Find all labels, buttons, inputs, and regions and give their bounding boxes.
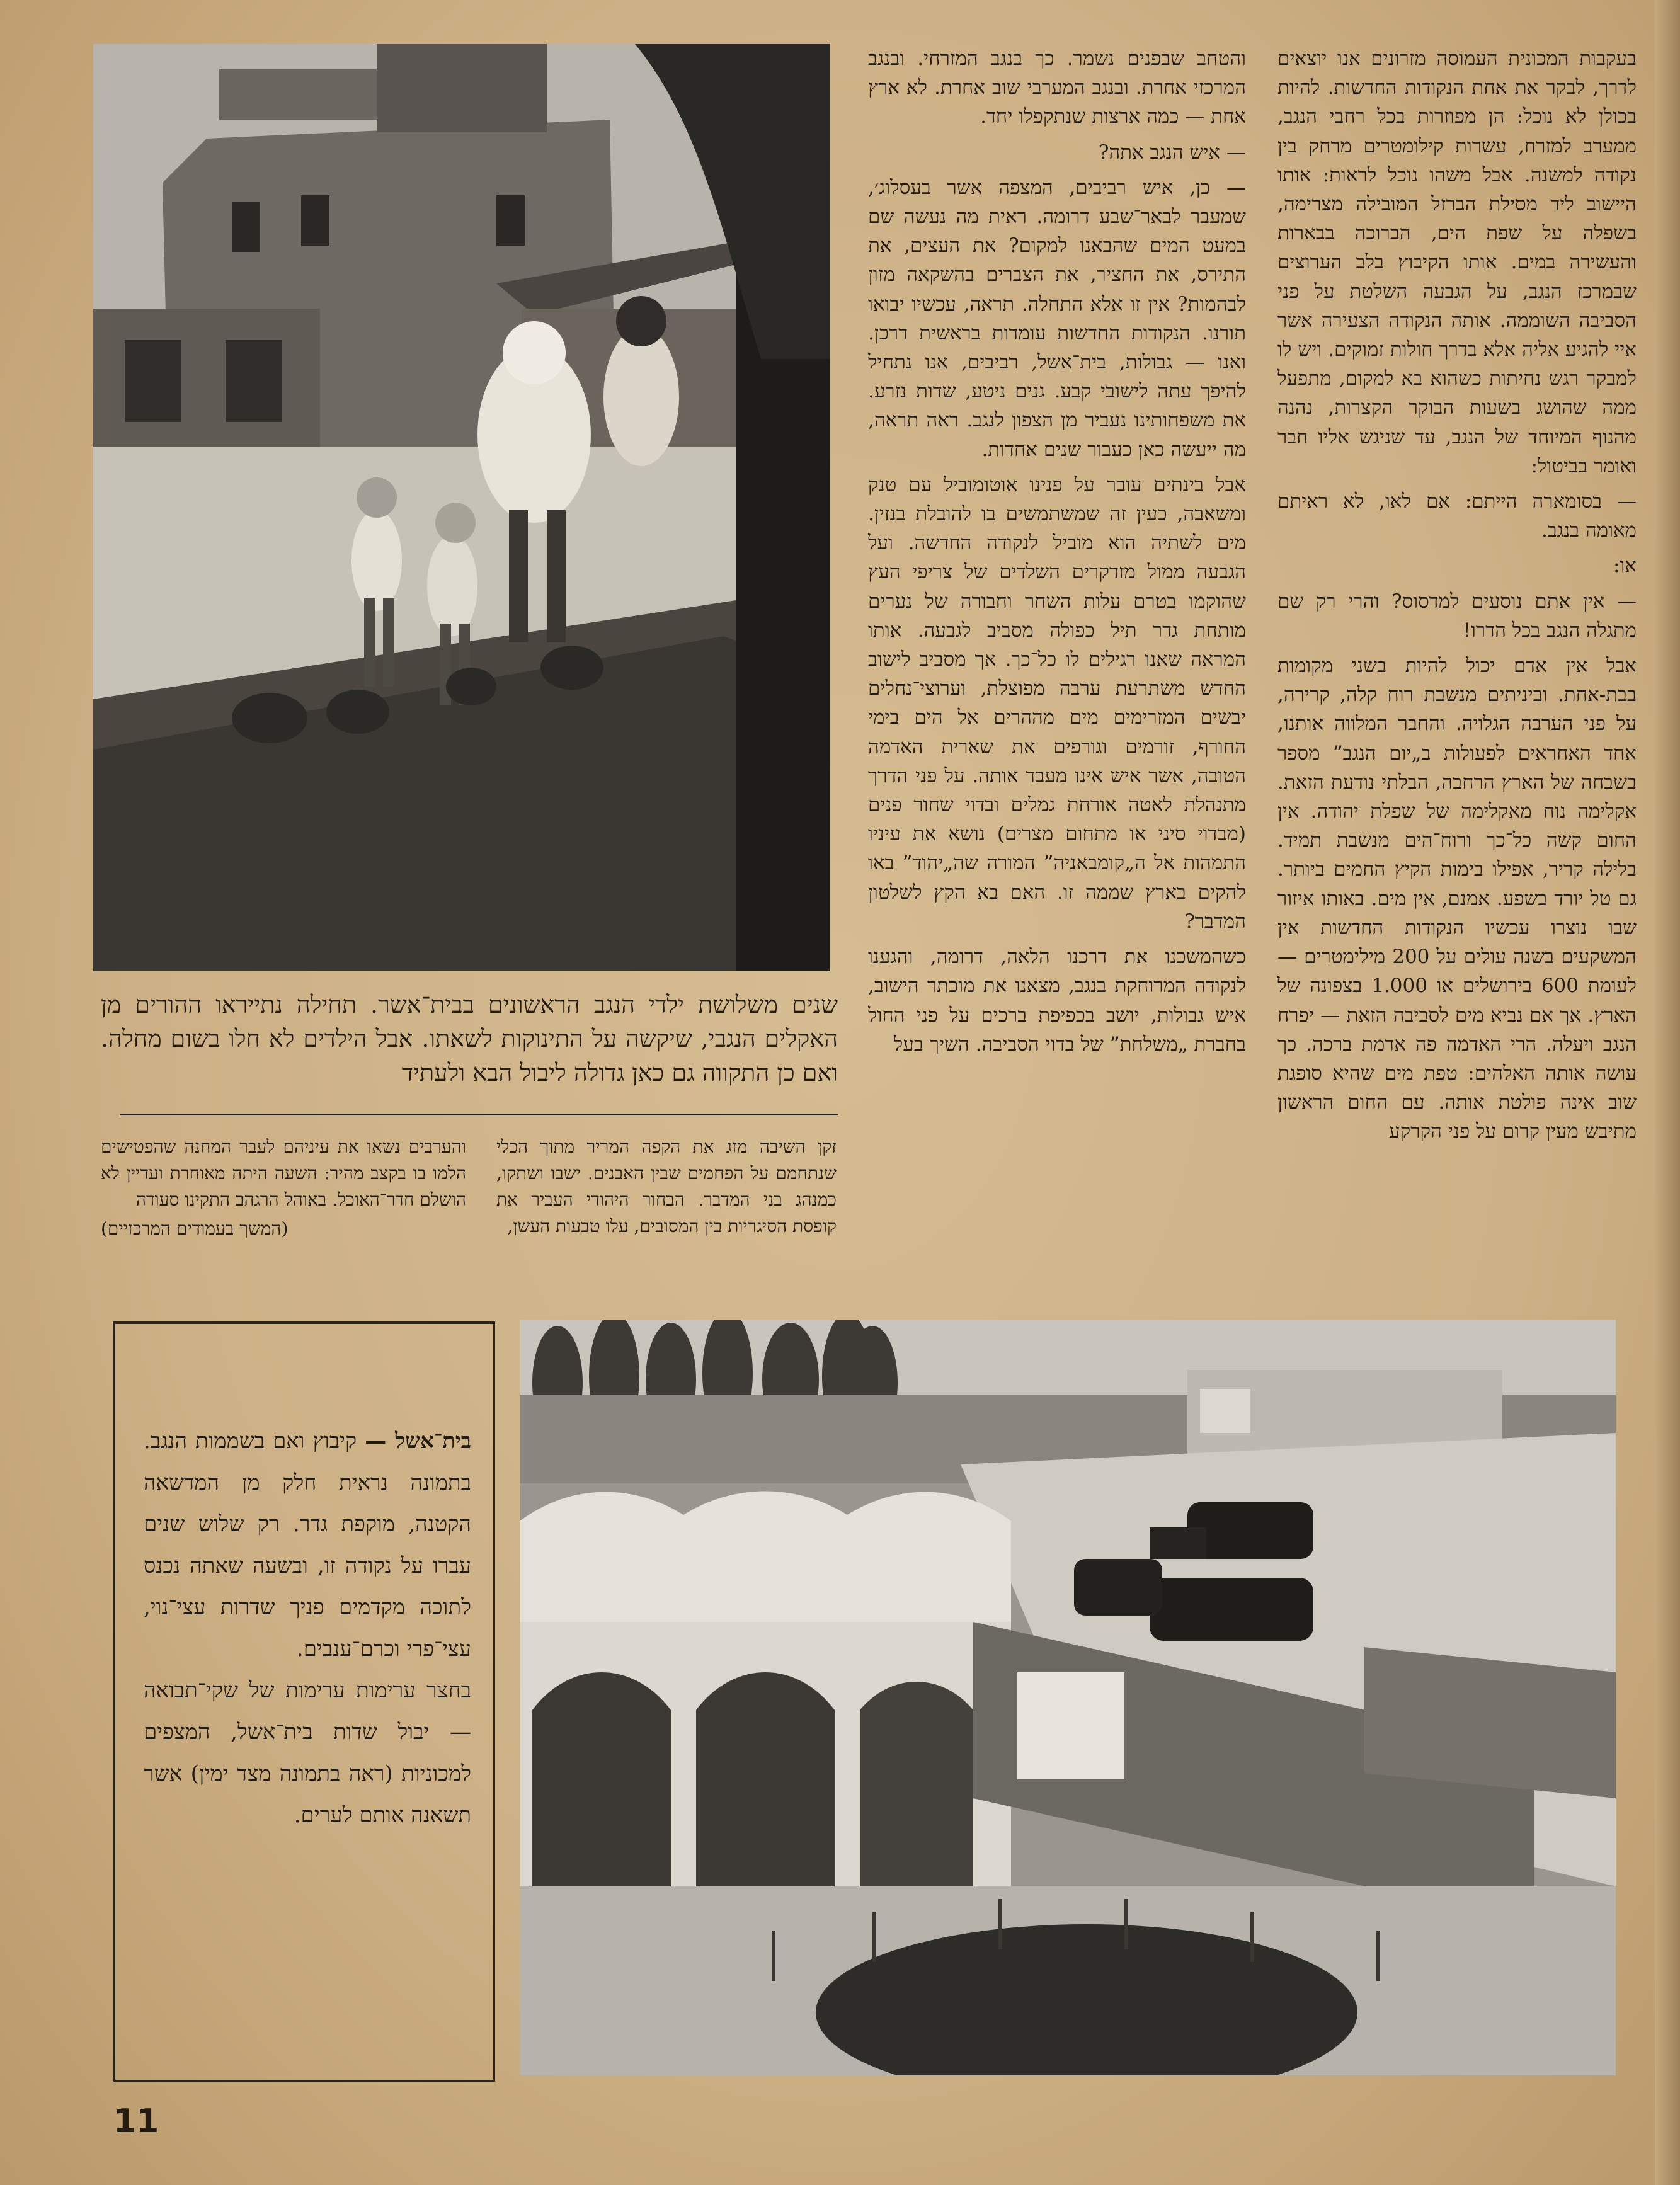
caption-divider <box>120 1114 838 1115</box>
paragraph: — בסומארה הייתם: אם לאו, לא ראיתם מאומה בנגב. <box>1277 490 1637 542</box>
paragraph: והטחב שבפנים נשמר. כך בנגב המזרחי. ובנגב המרכזי אחרת. ובנגב המערבי שוב אחרת. לא ארץ אחת — כמה ארצות שנתקפלו יחד. <box>868 47 1246 128</box>
paragraph: — איש הנגב אתה? <box>1098 140 1246 164</box>
continued-note: (המשך בעמודים המרכזיים) <box>101 1218 289 1239</box>
paragraph: בעקבות המכונית העמוסה מזרונים אנו יוצאים לדרך, לבקר את אחת הנקודות החדשות. להיות בכולן לא נוכל: הן מפוזרות בכל רחבי הנגב, ממערב למזרח, עשרות קילומטרים מרחק בין נקודה למשנה. אבל משהו נוכל לראות: אותו היישוב ליד מסילת הברזל המובילה מצרימה, בשפלה על שפת הים, הברוכה בבארות והעשירה במים. אותו הקיבוץ בלב הערוצים שבמרכז הנגב, על הגבעה השלטת על פני הסביבה השוממה. אותה הנקודה הצעירה אשר איי להגיע אליה אלא בדרך חולות זמוקים. ויש לו למבקר רגש נחיתות כשהוא בא למקום, מתפעל ממה שהושג בשעות הבוקר הקצרות, נהנה מהנוף המיוחד של הנגב, עד שניגש אליו חבר ואומר בביטול: <box>1277 47 1637 477</box>
caption-paragraph-2: בחצר ערימות ערימות של שקי־תבואה — יבול שדות בית־אשל, המצפים למכוניות (ראה בתמונה מצד ימין) אשר תשאנה אותם לערים. <box>144 1678 471 1828</box>
page-edge <box>1655 0 1680 2185</box>
photo-children-caption: שנים משלושת ילדי הנגב הראשונים בבית־אשר. תחילה נתייראו ההורים מן האקלים הנגבי, שיקשה על התינוקות לשאתו. אבל הילדים לא חלו בשום מחלה. ואם כן התקווה גם כאן גדולה ליבול הבא ולעתיד <box>101 991 838 1087</box>
article-continuation-left <box>101 1134 466 1242</box>
article-column-right <box>1277 44 1637 1153</box>
paragraph: אבל אין אדם יכול להיות בשני מקומות בבת-אחת. וביניתים מנשבת רוח קלה, קרירה, על פני הערבה הגלויה. והחבר המלווה אותנו, אחד האחראים לפעולות ב„יום הנגב” מספר בשבחה של הארץ הרחבה, הבלתי נודעת הזאת. אקלימה נוח מאקלימה של שפלת יהודה. אין החום קשה כל־כך ורוח־הים מנשבת תמיד. בלילה קריר, אפילו בימות הקיץ החמים ביותר. גם טל יורד בשפע. אמנם, אין מים. באותו איזור שבו נוצרו עכשיו הנקודות החדשות אין המשקעים בשנה עולים על 200 מילימטרים — לעומת 600 בירושלים או 1.000 בצפונה של הארץ. אך אם נביא מים לסביבה הזאת — יפרח הנגב ויעלה. הרי האדמה פה אדמת ברכה. כך עושה אותה האלהים: טפת מים שהיא סופגת שוב אינה פולטת אותה. עם החום הראשון מתיבש מעין קרום על פני הקרקע <box>1277 654 1637 1143</box>
page-number: 11 <box>113 2102 159 2140</box>
caption-paragraph-1 <box>144 1420 471 1670</box>
photo-beit-eshel-image <box>520 1320 1616 2075</box>
paragraph: והערבים נשאו את עיניהם לעבר המחנה שהפטישים הלמו בו בקצב מהיר: השעה היתה מאוחרת ועדיין לא הושלם חדר־האוכל. באוהל הרגהב התקינו סעודה <box>101 1136 466 1210</box>
photo-children-image <box>93 44 830 971</box>
caption-text: קיבוץ ואם בשממות הנגב. בתמונה נראית חלק מן המדשאה הקטנה, מוקפת גדר. רק שלוש שנים עברו על נקודה זו, ובשעה שאתה נכנס לתוכה מקדמים פניך שדרות עצי־נוי, עצי־פרי וכרם־ענבים. <box>144 1429 471 1662</box>
caption-lead: בית־אשל — <box>365 1429 472 1454</box>
beit-eshel-caption <box>144 1420 471 1836</box>
paragraph: אבל בינתים עובר על פנינו אוטומוביל עם טנק ומשאבה, כעין זה שמשתמשים בו להובלת בנזין. מים לשתיה הוא מוביל לנקודה החדשה. ועל הגבעה ממול מזדקרים השלדים של צריפי העץ שהוקמו בטרם עלות השחר וחבורה של נערים מותחת גדר תיל כפולה מסביב לגבעה. אותו המראה שאנו רגילים לו כל־כך. אך מסביב לישוב החדש משתרעת ערבה מפוצלת, וערוצי־נחלים יבשים המזרימים מים מההרים אל הים בימי החורף, זורמים וגורפים את שארית האדמה הטובה, אשר איש אינו מעבד אותה. על פני הדרך מתנהלת לאטה אורחת גמלים ובדוי שחור פנים (מבדוי סיני או מתחום מצרים) נושא את עיניו התמהות אל ה„קומבאניה” המורה שה„יהוד” באו להקים בארץ שממה זו. האם בא הקץ לשלטון המדבר? <box>868 473 1246 933</box>
paragraph: — אין אתם נוסעים למדסוס? והרי רק שם מתגלה הנגב בכל הדרו! <box>1277 590 1637 642</box>
photo-children-negev <box>93 44 830 971</box>
paragraph: כשהמשכנו את דרכנו הלאה, דרומה, והגענו לנקודה המרוחקת בנגב, מצאנו את מוכתר הישוב, איש גבולות, יושב בכפיפת ברכים על פני החול בחברת „משלחת” של בדוי הסביבה. השיך בעל <box>868 945 1246 1056</box>
paragraph: — כן, איש רביבים, המצפה אשר בעסלוג׳, שמעבר לבאר־שבע דרומה. ראית מה נעשה שם במעט המים שהבאנו למקום? את העצים, את התירס, את החציר, את הצברים בהשקאה מזון לבהמות? אין זו אלא התחלה. תראה, עכשיו יבואו תורנו. הנקודות החדשות עומדות בראשית דרכן. ואנו — גבולות, בית־אשל, רביבים, אנו נתחיל להיפך עתה לישובי קבע. גנים ניטע, שדות נזרע. את משפחותינו נעביר מן הצפון לנגב. ראה תראה, מה ייעשה כאן כעבור שנים אחדות. <box>868 176 1246 461</box>
photo-beit-eshel <box>520 1320 1616 2075</box>
paragraph: או: <box>1613 554 1637 578</box>
article-column-middle <box>868 44 1246 1065</box>
article-continuation-middle: זקן השיבה מזג את הקפה המריר מתוך הכלי שנתחמם על הפחמים שבין האבנים. ישבו ושתקו, כמנהג בני המדבר. הבחור היהודי העביר את קופסת הסיגריות בין המסובים, עלו טבעות העשן, <box>496 1136 837 1236</box>
